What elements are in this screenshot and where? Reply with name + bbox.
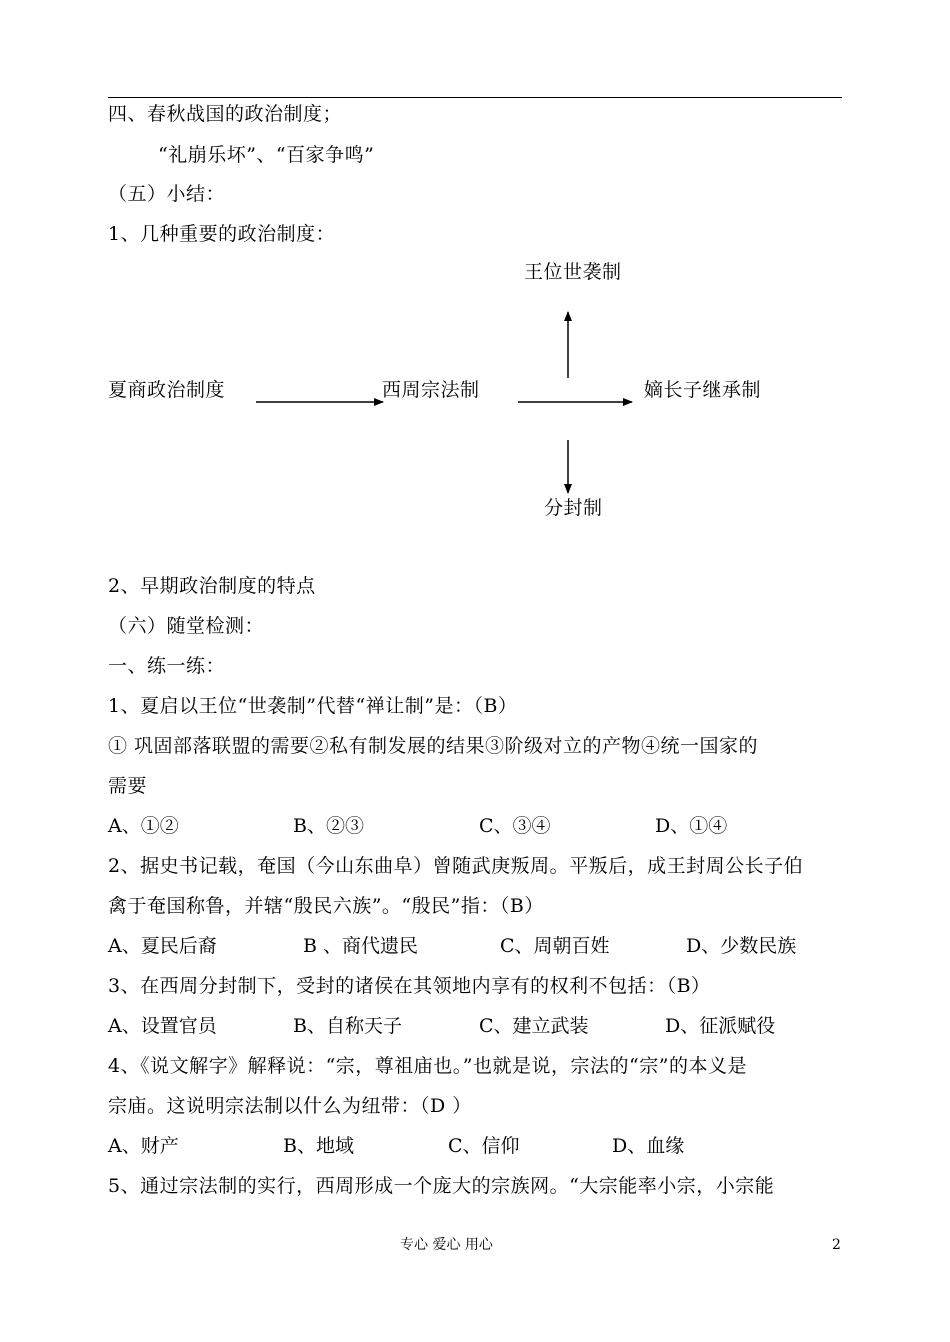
- summary-item-2: 2、早期政治制度的特点: [108, 575, 316, 597]
- q4-option-c: C、信仰: [448, 1135, 520, 1157]
- diagram-node-center: 西周宗法制: [382, 379, 480, 401]
- question-4-cont: 宗庙。这说明宗法制以什么为纽带：（D ）: [108, 1095, 472, 1117]
- question-2: 2、据史书记载，奄国（今山东曲阜）曾随武庚叛周。平叛后，成王封周公长子伯: [108, 855, 804, 877]
- q3-option-c: C、建立武装: [479, 1015, 589, 1037]
- diagram-node-left: 夏商政治制度: [108, 379, 226, 401]
- practice-heading: 一、练一练：: [108, 655, 226, 677]
- diagram-node-right: 嫡长子继承制: [644, 379, 762, 401]
- q3-option-b: B、自称天子: [293, 1015, 402, 1037]
- q1-option-b: B、②③: [293, 815, 364, 837]
- question-1: 1、夏启以王位“世袭制”代替“禅让制”是：（B）: [108, 695, 518, 717]
- summary-item-1: 1、几种重要的政治制度：: [108, 223, 336, 245]
- q1-option-a: A、①②: [108, 815, 179, 837]
- question-3: 3、在西周分封制下，受封的诸侯在其领地内享有的权利不包括：（B）: [108, 975, 711, 997]
- phrase-line: “礼崩乐坏”、“百家争鸣”: [158, 144, 375, 166]
- quiz-heading: （六）随堂检测：: [108, 615, 265, 637]
- diagram-node-bottom: 分封制: [544, 497, 603, 519]
- question-2-cont: 禽于奄国称鲁，并辖“殷民六族”。“殷民”指：（B）: [108, 895, 544, 917]
- footer-motto: 专心 爱心 用心: [400, 1237, 493, 1253]
- political-system-diagram: [0, 0, 950, 560]
- q4-option-d: D、血缘: [612, 1135, 685, 1157]
- q2-option-c: C、周朝百姓: [500, 935, 610, 957]
- q4-option-b: B、地域: [283, 1135, 354, 1157]
- summary-heading: （五）小结：: [108, 183, 226, 205]
- q4-option-a: A、财产: [108, 1135, 179, 1157]
- diagram-node-top: 王位世袭制: [524, 261, 622, 283]
- q2-option-b: B 、商代遗民: [303, 935, 419, 957]
- q1-option-c: C、③④: [479, 815, 551, 837]
- question-1-statements-cont: 需要: [108, 775, 148, 797]
- page-number: 2: [832, 1237, 841, 1253]
- q3-option-a: A、设置官员: [108, 1015, 217, 1037]
- question-4: 4、《说文解字》解释说：“宗，尊祖庙也。”也就是说，宗法的“宗”的本义是: [108, 1055, 747, 1077]
- q2-option-d: D、少数民族: [686, 935, 797, 957]
- q1-option-d: D、①④: [655, 815, 728, 837]
- section-heading-4: 四、春秋战国的政治制度；: [108, 103, 343, 125]
- q2-option-a: A、夏民后裔: [108, 935, 217, 957]
- question-1-statements: ① 巩固部落联盟的需要②私有制发展的结果③阶级对立的产物④统一国家的: [108, 735, 759, 757]
- q3-option-d: D、征派赋役: [665, 1015, 776, 1037]
- question-5: 5、通过宗法制的实行，西周形成一个庞大的宗族网。“大宗能率小宗，小宗能: [108, 1175, 775, 1197]
